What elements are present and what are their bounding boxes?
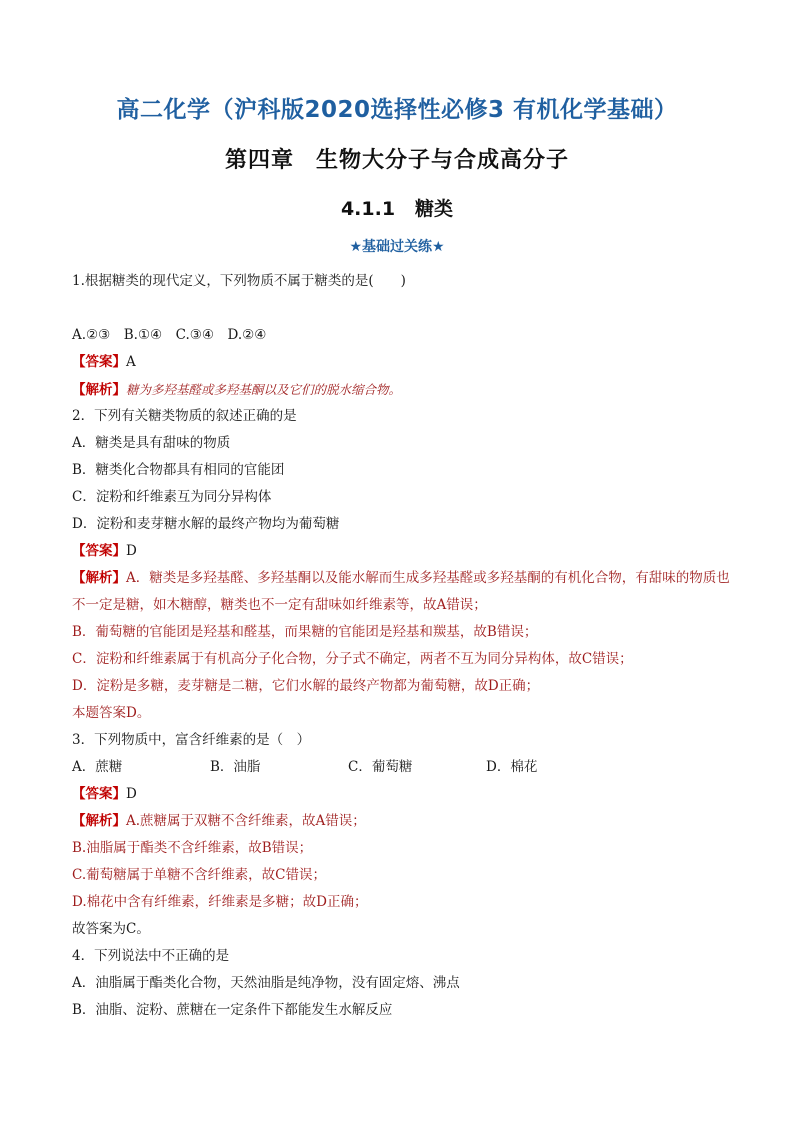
question-2-option-a: A．糖类是具有甜味的物质: [72, 435, 231, 451]
question-1-analysis: [72, 376, 732, 403]
question-4-option-a: A．油脂属于酯类化合物，天然油脂是纯净物，没有固定熔、沸点: [72, 975, 460, 991]
analysis-line-a: A.蔗糖属于双糖不含纤维素，故A错误；: [126, 813, 366, 829]
question-3-option-b: B．油脂: [210, 759, 261, 775]
question-3-analysis: [72, 808, 732, 835]
analysis-text: 糖为多羟基醛或多羟基酮以及它们的脱水缩合物。: [126, 382, 402, 397]
question-2-analysis: [72, 565, 732, 619]
question-2-conclusion: 本题答案D。: [72, 705, 151, 721]
question-4-stem: 4．下列说法中不正确的是: [72, 948, 230, 964]
question-3-answer: [72, 781, 732, 808]
question-2-option-b: B．糖类化合物都具有相同的官能团: [72, 462, 285, 478]
question-3-conclusion: 故答案为C。: [72, 921, 150, 937]
analysis-line-d: D.棉花中含有纤维素，纤维素是多糖；故D正确；: [72, 894, 368, 910]
analysis-label: 【解析】: [72, 382, 126, 398]
question-2-stem: 2．下列有关糖类物质的叙述正确的是: [72, 408, 297, 424]
analysis-label: 【解析】: [72, 570, 126, 586]
question-1-answer: [72, 349, 732, 376]
question-1-options: A.②③ B.①④ C.③④ D.②④: [72, 327, 267, 343]
analysis-line-b: B．葡萄糖的官能团是羟基和醛基，而果糖的官能团是羟基和羰基，故B错误；: [72, 624, 538, 640]
question-3-options: [72, 754, 732, 781]
section-number: 4.1.1: [340, 198, 396, 220]
answer-label: 【答案】: [72, 786, 126, 802]
document-title: 高二化学（沪科版2020选择性必修3 有机化学基础）: [116, 97, 678, 123]
question-4-option-b: B．油脂、淀粉、蔗糖在一定条件下都能发生水解反应: [72, 1002, 393, 1018]
analysis-line-a: A．糖类是多羟基醛、多羟基酮以及能水解而生成多羟基醛或多羟基酮的有机化合物，有甜味的物质也不一定是糖，如木糖醇，糖类也不一定有甜味如纤维素等，故A错误；: [72, 570, 730, 613]
question-3-option-c: C．葡萄糖: [348, 759, 413, 775]
analysis-line-c: C．淀粉和纤维素属于有机高分子化合物，分子式不确定，两者不互为同分异构体，故C错误；: [72, 651, 633, 667]
chapter-number: 第四章: [224, 148, 294, 173]
answer-value: A: [126, 354, 136, 370]
section-heading: [0, 194, 794, 221]
question-2-option-c: C．淀粉和纤维素互为同分异构体: [72, 489, 272, 505]
question-2-option-d: D．淀粉和麦芽糖水解的最终产物均为葡萄糖: [72, 516, 340, 532]
analysis-line-c: C.葡萄糖属于单糖不含纤维素，故C错误；: [72, 867, 326, 883]
section-title: 糖类: [415, 198, 454, 220]
answer-value: D: [126, 786, 137, 802]
question-3-option-a: A．蔗糖: [72, 759, 123, 775]
chapter-title: 生物大分子与合成高分子: [316, 148, 570, 173]
question-list: [72, 268, 732, 1024]
question-1-stem: 1.根据糖类的现代定义，下列物质不属于糖类的是( ): [72, 273, 406, 289]
question-3-option-d: D．棉花: [486, 759, 538, 775]
analysis-line-d: D．淀粉是多糖，麦芽糖是二糖，它们水解的最终产物都为葡萄糖，故D正确；: [72, 678, 540, 694]
chapter-heading: [0, 143, 794, 174]
practice-banner: ★基础过关练★: [349, 239, 445, 255]
analysis-line-b: B.油脂属于酯类不含纤维素，故B错误；: [72, 840, 313, 856]
answer-label: 【答案】: [72, 543, 126, 559]
answer-label: 【答案】: [72, 354, 126, 370]
analysis-label: 【解析】: [72, 813, 126, 829]
question-2-answer: [72, 538, 732, 565]
answer-value: D: [126, 543, 137, 559]
question-3-stem: 3．下列物质中，富含纤维素的是（ ）: [72, 732, 311, 748]
